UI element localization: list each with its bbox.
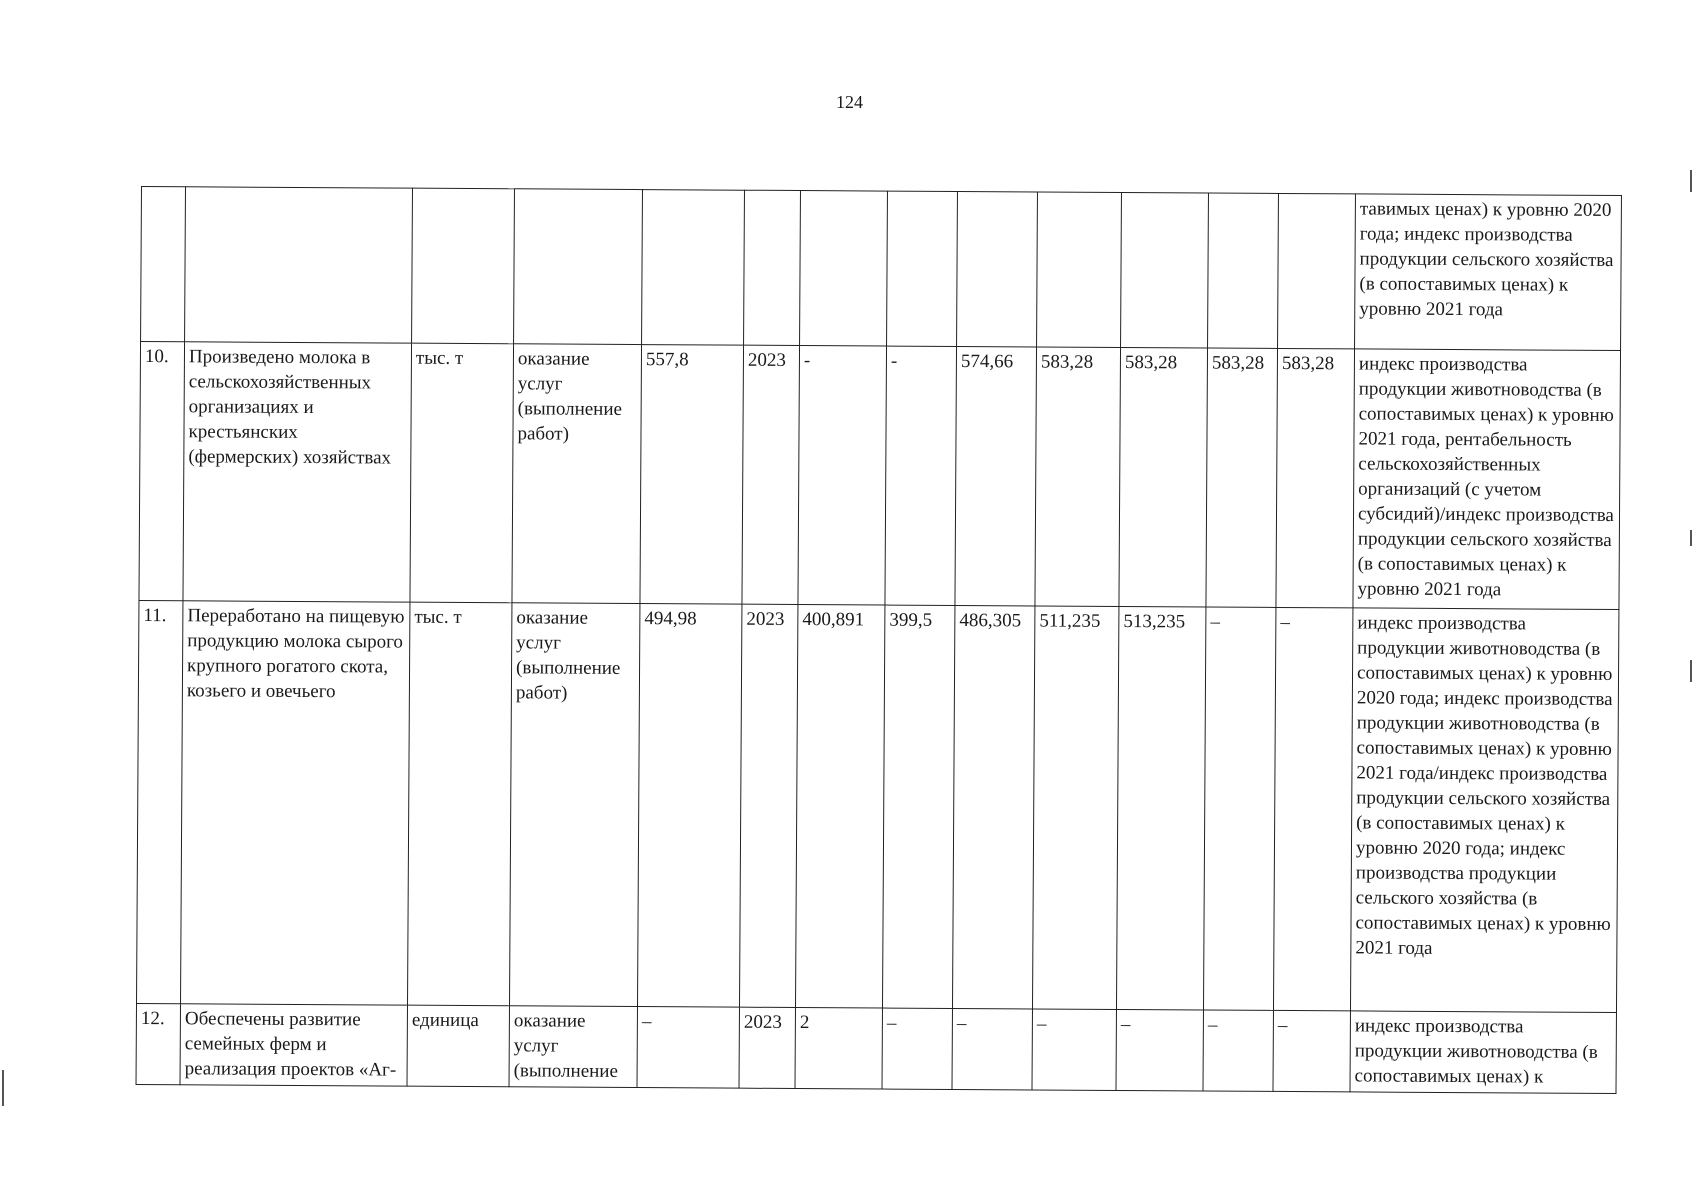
cell-v6: – bbox=[1203, 607, 1275, 1010]
cell-v1: - bbox=[798, 346, 887, 606]
cell-note: тавимых ценах) к уровню 2020 года; индекс производства продукции сельского хозяйства (в сопоставимых ценах) к уровню 2021 года bbox=[1355, 194, 1622, 351]
cell-num: 12. bbox=[136, 1003, 180, 1084]
cell-v7: 583,28 bbox=[1276, 348, 1355, 607]
cell-v1: 2 bbox=[795, 1008, 882, 1090]
cell-unit: единица bbox=[407, 1005, 509, 1087]
cell-base-value: – bbox=[637, 1007, 739, 1089]
cell-base-value bbox=[642, 190, 745, 346]
cell-v6 bbox=[1208, 193, 1279, 348]
cell-num bbox=[141, 187, 186, 342]
table-row bbox=[137, 600, 1619, 1012]
cell-v5 bbox=[1121, 192, 1209, 348]
cell-v2: 399,5 bbox=[882, 605, 954, 1008]
cell-v2: – bbox=[882, 1008, 952, 1089]
cell-v1 bbox=[800, 191, 888, 347]
cell-v7 bbox=[1278, 193, 1356, 348]
table-row-continuation bbox=[141, 187, 1622, 351]
cell-v3: – bbox=[952, 1008, 1032, 1089]
cell-v2: - bbox=[885, 346, 957, 605]
cell-type bbox=[514, 189, 643, 345]
cell-note: индекс производства продукции животноводства (в сопоставимых ценах) к уровню 2021 года, рентабельность сельскохозяйственных организаций (с учетом субсидий)/индекс производства продукции сельского хозяйства (в сопоставимых ценах) к уровню 2021 года bbox=[1353, 349, 1621, 610]
cell-v3: 574,66 bbox=[955, 346, 1037, 605]
cell-v7: – bbox=[1273, 1010, 1350, 1091]
cell-name bbox=[185, 187, 413, 343]
scan-margin-mark bbox=[1690, 170, 1692, 192]
cell-v6: 583,28 bbox=[1206, 348, 1278, 607]
scan-margin-mark bbox=[2, 1070, 4, 1106]
scan-margin-mark bbox=[1690, 530, 1692, 546]
cell-note: индекс производства продукции животноводства (в сопоставимых ценах) к bbox=[1350, 1011, 1616, 1094]
cell-v4 bbox=[1037, 192, 1122, 348]
cell-v1: 400,891 bbox=[795, 605, 884, 1009]
cell-num: 11. bbox=[137, 600, 183, 1003]
cell-v2 bbox=[887, 191, 958, 346]
cell-base-year: 2023 bbox=[739, 604, 797, 1007]
cell-base-value: 494,98 bbox=[637, 604, 741, 1008]
cell-num: 10. bbox=[139, 342, 185, 601]
table-row bbox=[139, 342, 1621, 610]
cell-v3: 486,305 bbox=[952, 605, 1034, 1008]
cell-v4: – bbox=[1032, 1009, 1116, 1091]
cell-v5: 583,28 bbox=[1119, 347, 1208, 607]
cell-v3 bbox=[957, 191, 1038, 346]
cell-name: Обеспечены развитие семейных ферм и реализация проектов «Аг- bbox=[180, 1004, 407, 1086]
cell-name: Переработано на пищевую продукцию молока сырого крупного рогатого скота, козьего и овечьего bbox=[181, 601, 410, 1005]
cell-v5: 513,235 bbox=[1116, 606, 1205, 1010]
cell-v6: – bbox=[1203, 1010, 1273, 1091]
cell-v7: – bbox=[1273, 607, 1352, 1010]
cell-base-year: 2023 bbox=[742, 345, 800, 604]
cell-base-value: 557,8 bbox=[640, 345, 744, 605]
page-number: 124 bbox=[836, 92, 863, 112]
cell-unit bbox=[412, 188, 515, 344]
cell-base-year bbox=[744, 190, 801, 345]
cell-v5: – bbox=[1116, 1009, 1203, 1091]
table-row bbox=[136, 1003, 1616, 1093]
cell-type: оказание услуг (выполнение bbox=[509, 1006, 637, 1088]
scan-margin-mark bbox=[1690, 660, 1692, 682]
cell-v4: 583,28 bbox=[1035, 347, 1121, 607]
indicators-table bbox=[136, 186, 1622, 1094]
cell-type: оказание услуг (выполнение работ) bbox=[512, 344, 642, 604]
cell-v4: 511,235 bbox=[1032, 606, 1118, 1010]
cell-note: индекс производства продукции животноводства (в сопоставимых ценах) к уровню 2020 года; индекс производства продукции животноводства (в сопоставимых ценах) к уровню 2021 года/индекс производства продукции сельского хозяйства (в сопоставимых ценах) к уровню 2020 года; индекс производства продукции сельского хозяйства (в сопоставимых ценах) к уровню 2021 года bbox=[1350, 608, 1618, 1013]
cell-unit: тыс. т bbox=[408, 602, 512, 1006]
cell-unit: тыс. т bbox=[410, 343, 514, 603]
cell-type: оказание услуг (выполнение работ) bbox=[509, 603, 639, 1007]
cell-name: Произведено молока в сельскохозяйственных организациях и крестьянских (фермерских) хозяйствах bbox=[183, 342, 412, 602]
cell-base-year: 2023 bbox=[739, 1007, 795, 1088]
